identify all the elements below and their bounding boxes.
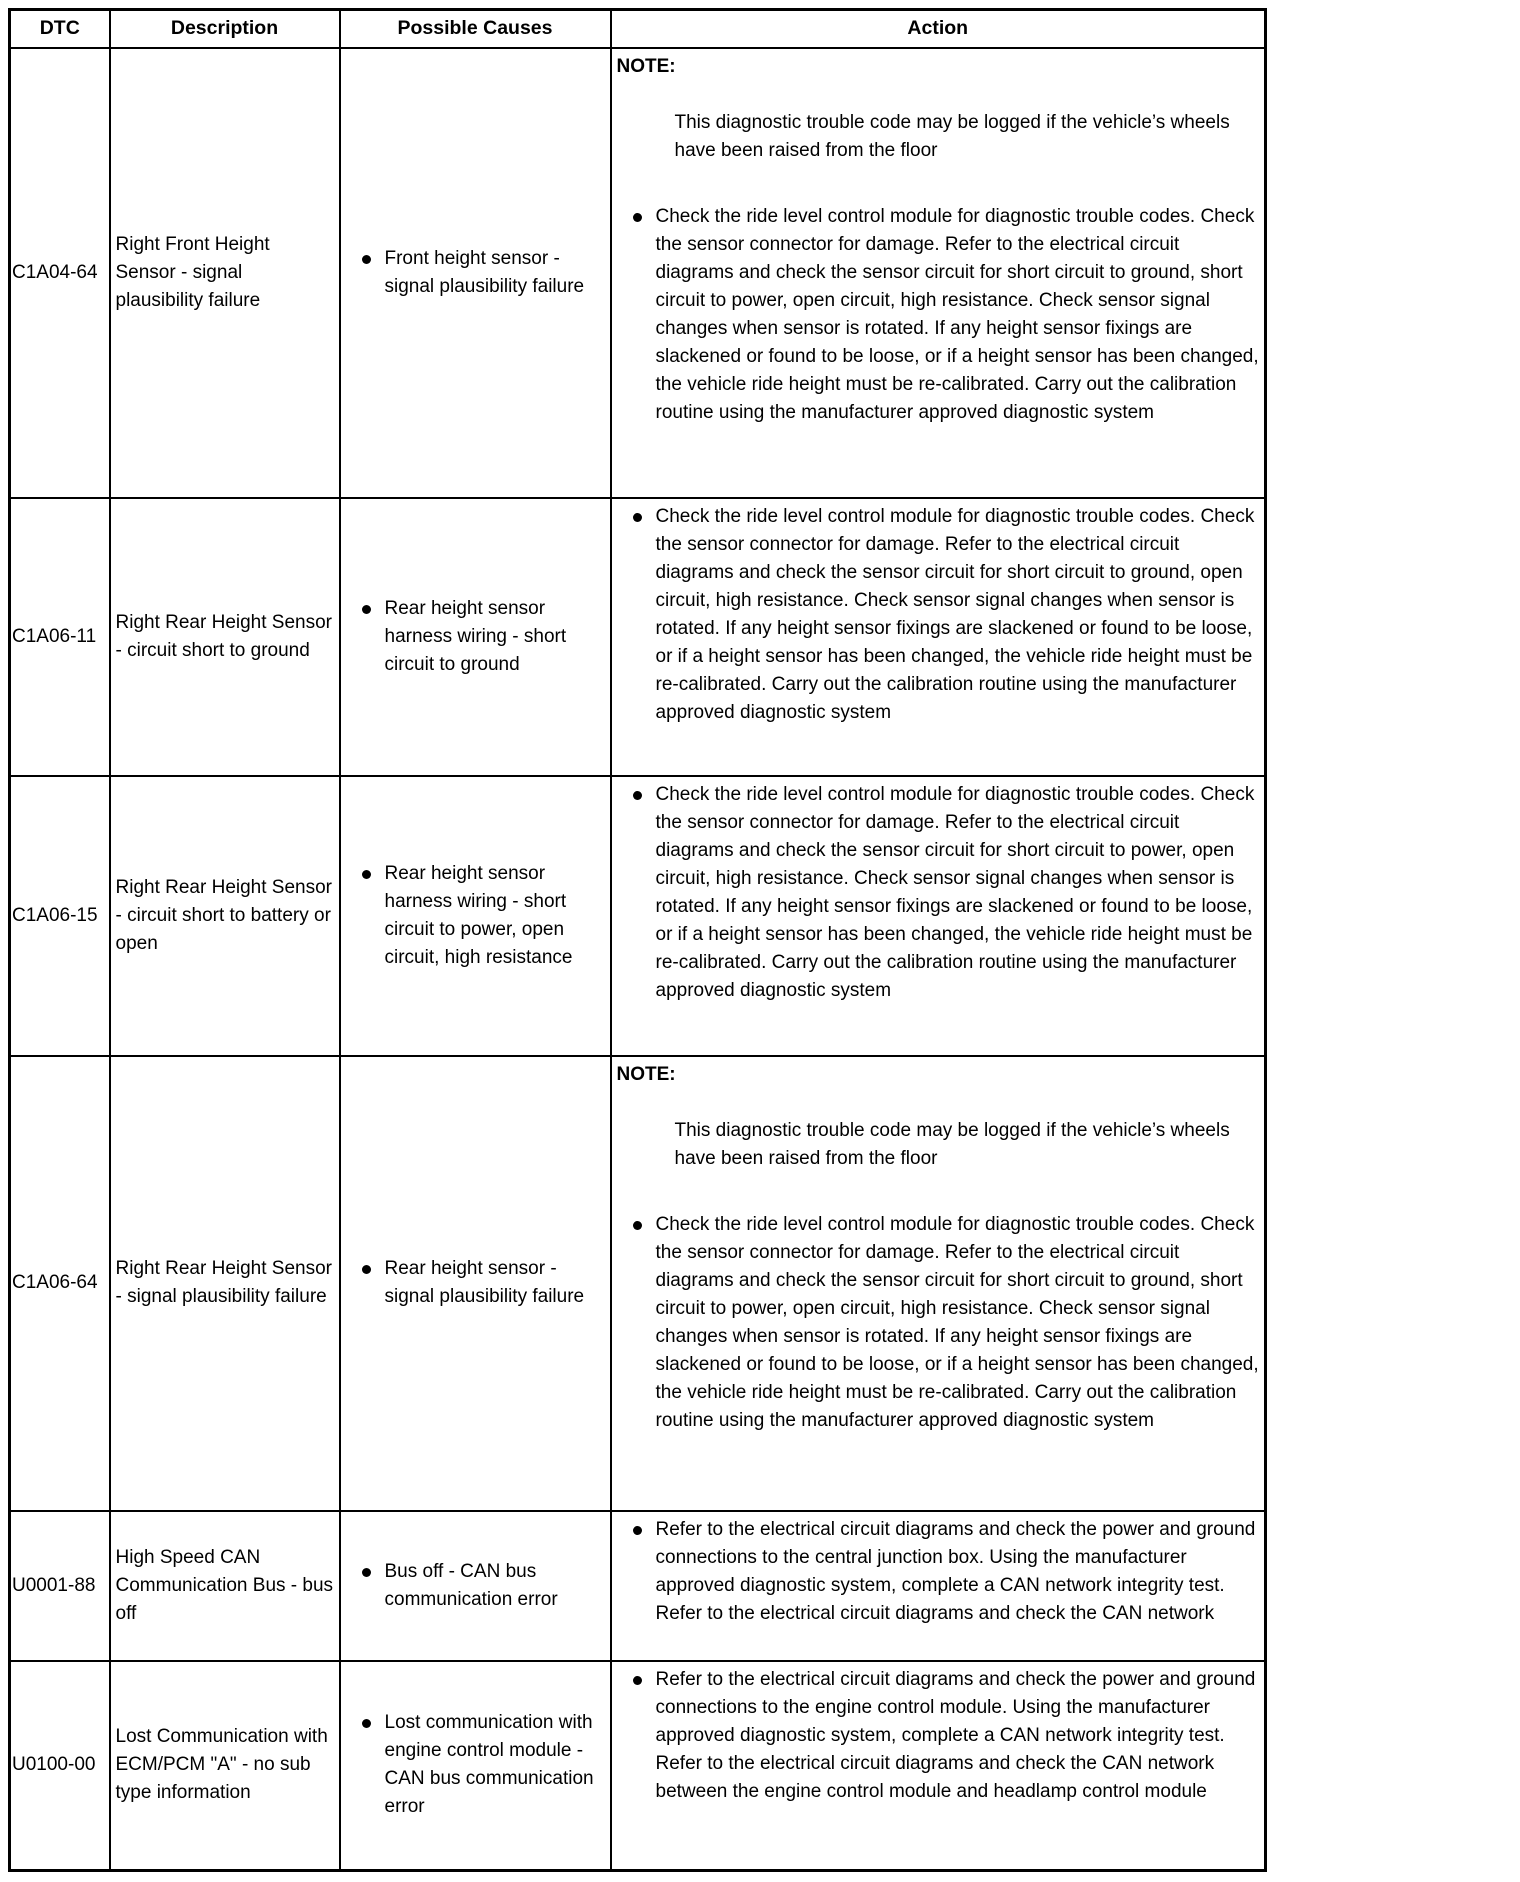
bullet-icon: [633, 1526, 642, 1535]
action-item: [617, 203, 1260, 427]
action-text: Check the ride level control module for diagnostic trouble codes. Check the sensor connector for damage. Refer to the electrical circuit diagrams and check the sensor circuit for short circuit to ground, short circuit to power, open circuit, high resistance. Check sensor signal changes when sensor is rotated. If any height sensor fixings are slackened or found to be loose, or if a height sensor has been changed, the vehicle ride height must be re-calibrated. Carry out the calibration routine using the manufacturer approved diagnostic system: [655, 205, 1259, 423]
table-row: [10, 498, 1266, 776]
table-row: [10, 1511, 1266, 1661]
cause-text: Bus off - CAN bus communication error: [384, 1560, 558, 1610]
action-cell: [611, 1661, 1266, 1871]
note-label: NOTE:: [616, 1063, 676, 1085]
causes-cell: [340, 1056, 611, 1511]
note-label: NOTE:: [616, 55, 676, 77]
action-item: [617, 781, 1260, 1005]
table-row: [10, 48, 1266, 498]
cause-text: Lost communication with engine control module - CAN bus communication error: [384, 1712, 594, 1818]
dtc-cell: C1A06-15: [10, 776, 110, 1056]
action-text: Refer to the electrical circuit diagrams and check the power and ground connections to the engine control module. Using the manufacturer approved diagnostic system, complete a CAN network integrity test. Refer to the electrical circuit diagrams and check the CAN network between the engine control module and headlamp control module: [655, 1668, 1256, 1802]
action-cell: [611, 498, 1266, 776]
cause-item: [346, 595, 605, 679]
description-cell: Right Front Height Sensor - signal plausibility failure: [110, 48, 340, 498]
action-item: [617, 1211, 1260, 1435]
action-text: Check the ride level control module for diagnostic trouble codes. Check the sensor connector for damage. Refer to the electrical circuit diagrams and check the sensor circuit for short circuit to power, open circuit, high resistance. Check sensor signal changes when sensor is rotated. If any height sensor fixings are slackened or found to be loose, or if a height sensor has been changed, the vehicle ride height must be re-calibrated. Carry out the calibration routine using the manufacturer approved diagnostic system: [655, 783, 1255, 1001]
table-row: [10, 1056, 1266, 1511]
description-cell: Right Rear Height Sensor - circuit short to ground: [110, 498, 340, 776]
action-cell: [611, 1511, 1266, 1661]
causes-cell: [340, 776, 611, 1056]
action-text: Check the ride level control module for diagnostic trouble codes. Check the sensor connector for damage. Refer to the electrical circuit diagrams and check the sensor circuit for short circuit to ground, short circuit to power, open circuit, high resistance. Check sensor signal changes when sensor is rotated. If any height sensor fixings are slackened or found to be loose, or if a height sensor has been changed, the vehicle ride height must be re-calibrated. Carry out the calibration routine using the manufacturer approved diagnostic system: [655, 1213, 1259, 1431]
bullet-icon: [633, 1221, 642, 1230]
cause-text: Rear height sensor harness wiring - short circuit to power, open circuit, high resistance: [384, 862, 573, 968]
dtc-cell: C1A06-64: [10, 1056, 110, 1511]
cause-text: Rear height sensor harness wiring - short circuit to ground: [384, 597, 567, 675]
action-item: [617, 503, 1260, 727]
bullet-icon: [633, 513, 642, 522]
header-row: [10, 10, 1266, 48]
table-row: [10, 1661, 1266, 1871]
action-text: Check the ride level control module for diagnostic trouble codes. Check the sensor connector for damage. Refer to the electrical circuit diagrams and check the sensor circuit for short circuit to ground, open circuit, high resistance. Check sensor signal changes when sensor is rotated. If any height sensor fixings are slackened or found to be loose, or if a height sensor has been changed, the vehicle ride height must be re-calibrated. Carry out the calibration routine using the manufacturer approved diagnostic system: [655, 505, 1255, 723]
cause-text: Rear height sensor - signal plausibility failure: [384, 1258, 585, 1307]
bullet-icon: [633, 791, 642, 800]
description-cell: Right Rear Height Sensor - circuit short to battery or open: [110, 776, 340, 1056]
bullet-icon: [362, 1568, 371, 1577]
table-row: [10, 776, 1266, 1056]
bullet-icon: [633, 213, 642, 222]
causes-cell: [340, 1511, 611, 1661]
bullet-icon: [633, 1676, 642, 1685]
dtc-table: [8, 8, 1267, 1872]
causes-cell: [340, 1661, 611, 1871]
cause-text: Front height sensor - signal plausibility failure: [384, 247, 585, 297]
description-cell: Lost Communication with ECM/PCM "A" - no sub type information: [110, 1661, 340, 1871]
column-header-action: Action: [611, 10, 1266, 48]
column-header-possible-causes: Possible Causes: [340, 10, 611, 48]
action-item: [617, 1516, 1260, 1628]
description-cell: High Speed CAN Communication Bus - bus off: [110, 1511, 340, 1661]
bullet-icon: [362, 1265, 371, 1274]
bullet-icon: [362, 255, 371, 264]
dtc-cell: U0100-00: [10, 1661, 110, 1871]
note-text: This diagnostic trouble code may be logged if the vehicle’s wheels have been raised from the floor: [674, 111, 1230, 161]
action-item: [617, 1666, 1260, 1806]
cause-item: [346, 860, 605, 972]
cause-item: [346, 245, 605, 301]
description-cell: Right Rear Height Sensor - signal plausibility failure: [110, 1056, 340, 1511]
causes-cell: [340, 48, 611, 498]
dtc-cell: C1A06-11: [10, 498, 110, 776]
action-cell: [611, 48, 1266, 498]
cause-item: [346, 1558, 605, 1614]
action-cell: [611, 776, 1266, 1056]
dtc-cell: C1A04-64: [10, 48, 110, 498]
cause-item: [346, 1255, 605, 1311]
cause-item: [346, 1709, 605, 1821]
bullet-icon: [362, 870, 371, 879]
action-cell: [611, 1056, 1266, 1511]
note-text: This diagnostic trouble code may be logged if the vehicle’s wheels have been raised from the floor: [674, 1119, 1230, 1169]
action-text: Refer to the electrical circuit diagrams and check the power and ground connections to the central junction box. Using the manufacturer approved diagnostic system, complete a CAN network integrity test. Refer to the electrical circuit diagrams and check the CAN network: [655, 1518, 1256, 1624]
column-header-description: Description: [110, 10, 340, 48]
bullet-icon: [362, 605, 371, 614]
dtc-cell: U0001-88: [10, 1511, 110, 1661]
bullet-icon: [362, 1719, 371, 1728]
causes-cell: [340, 498, 611, 776]
column-header-dtc: DTC: [10, 10, 110, 48]
